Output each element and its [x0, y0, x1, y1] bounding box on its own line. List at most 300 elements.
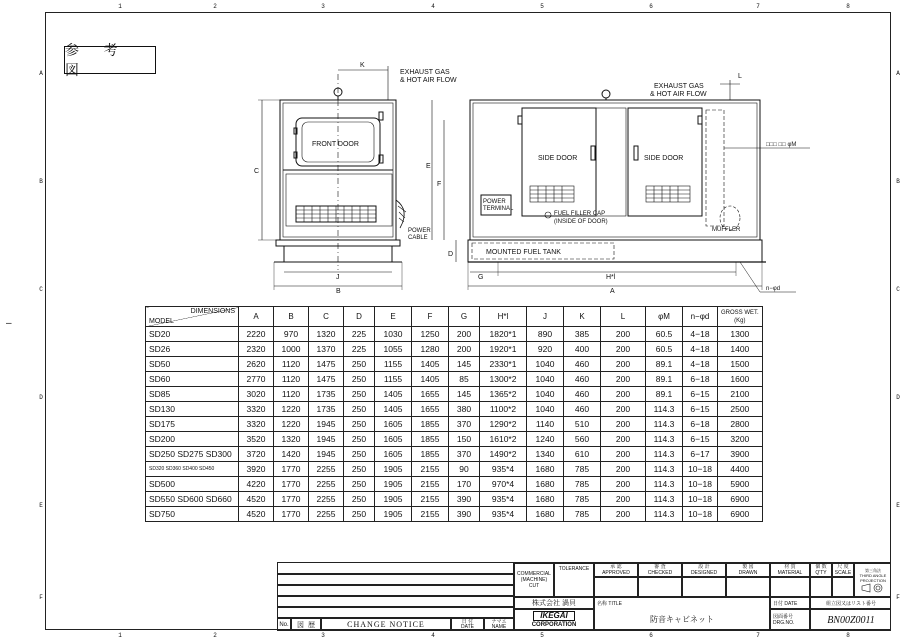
table-cell: 200 — [601, 447, 646, 462]
column-numbers-bottom — [45, 632, 891, 642]
projection-cell — [854, 563, 891, 597]
col-num: 8 — [846, 3, 850, 10]
table-cell: 1855 — [412, 432, 449, 447]
table-cell: 1040 — [527, 357, 564, 372]
table-cell: 1420 — [274, 447, 309, 462]
table-cell: 4520 — [239, 507, 274, 522]
company-logo-cell — [514, 609, 594, 631]
table-cell: 4400 — [718, 462, 763, 477]
parts-list-label: 組立図又はリスト番号 — [810, 597, 891, 609]
table-cell: 3900 — [718, 447, 763, 462]
dim-f-label: F — [437, 181, 442, 188]
corner-model-label: MODEL — [149, 318, 174, 325]
col-num: 5 — [540, 3, 544, 10]
table-cell: 2155 — [412, 507, 449, 522]
table-cell: 460 — [564, 357, 601, 372]
table-cell: 1120 — [274, 357, 309, 372]
table-cell: 4−18 — [683, 357, 718, 372]
table-cell: 4520 — [239, 492, 274, 507]
col-header: K — [564, 307, 601, 327]
table-cell: 1770 — [274, 477, 309, 492]
table-cell: 200 — [601, 357, 646, 372]
table-row — [146, 492, 763, 507]
third-angle-1: THIRD ANGLE — [859, 572, 887, 578]
scale-value — [832, 577, 854, 597]
fuel-cap-label-1: FUEL FILLER CAP — [554, 211, 606, 217]
table-row — [146, 477, 763, 492]
checked-header — [638, 563, 682, 577]
table-cell: 1365*2 — [480, 387, 527, 402]
table-cell: 610 — [564, 447, 601, 462]
checked-jp: 審 査 — [654, 564, 666, 570]
table-cell: 2100 — [718, 387, 763, 402]
table-cell: 10−18 — [683, 507, 718, 522]
drawing-number: BN00Z0011 — [810, 609, 891, 631]
hot-air-label-front: & HOT AIR FLOW — [400, 77, 457, 84]
col-header: F — [412, 307, 449, 327]
name-header — [484, 618, 514, 631]
table-cell: 114.3 — [646, 507, 683, 522]
table-cell: 6−15 — [683, 387, 718, 402]
table-cell: 1405 — [412, 357, 449, 372]
col-num: 2 — [213, 3, 217, 10]
table-cell: 1500 — [718, 357, 763, 372]
muffler-label: MUFFLER — [712, 227, 741, 233]
table-cell: 85 — [449, 372, 480, 387]
col-num: 6 — [649, 3, 653, 10]
table-cell: 2155 — [412, 462, 449, 477]
third-angle-2: PROJECTION — [860, 577, 886, 583]
material-value — [770, 577, 810, 597]
table-cell: 1605 — [375, 432, 412, 447]
date-label: 日付 DATE — [770, 597, 810, 609]
table-cell: 1905 — [375, 507, 412, 522]
reki-text: 歴 — [307, 621, 315, 629]
dim-e-label: E — [426, 163, 431, 170]
table-cell: 560 — [564, 432, 601, 447]
col-num: 1 — [118, 3, 122, 10]
drg-label-en: DRG.NO. — [773, 620, 795, 626]
table-cell: 145 — [449, 357, 480, 372]
fuel-tank-label: MOUNTED FUEL TANK — [486, 249, 561, 256]
table-cell: 2770 — [239, 372, 274, 387]
model-cell: SD130 — [146, 402, 239, 417]
table-row — [146, 387, 763, 402]
table-cell: 1855 — [412, 417, 449, 432]
table-cell: 250 — [344, 492, 375, 507]
model-cell: SD175 — [146, 417, 239, 432]
table-cell: 200 — [601, 417, 646, 432]
fuel-cap-label-2: (INSIDE OF DOOR) — [554, 219, 608, 225]
model-cell: SD550 SD600 SD660 — [146, 492, 239, 507]
col-num: 2 — [213, 632, 217, 639]
table-cell: 970*4 — [480, 477, 527, 492]
table-row — [146, 327, 763, 342]
table-cell: 6900 — [718, 507, 763, 522]
change-row — [277, 574, 514, 585]
table-cell: 250 — [344, 507, 375, 522]
table-row — [146, 417, 763, 432]
material-jp: 材 質 — [784, 564, 796, 570]
table-cell: 114.3 — [646, 477, 683, 492]
table-cell: 2255 — [309, 462, 344, 477]
col-num: 1 — [118, 632, 122, 639]
model-cell: SD750 — [146, 507, 239, 522]
row-letter: E — [896, 502, 900, 509]
table-cell: 920 — [527, 342, 564, 357]
third-angle-jp: 第三角法 — [865, 567, 881, 573]
table-cell: 1405 — [375, 402, 412, 417]
table-cell: 3520 — [239, 432, 274, 447]
table-cell: 1735 — [309, 387, 344, 402]
table-cell: 1905 — [375, 477, 412, 492]
table-cell: 1040 — [527, 387, 564, 402]
name-jp: ナマエ — [491, 618, 507, 625]
table-cell: 1040 — [527, 372, 564, 387]
table-cell: 250 — [344, 372, 375, 387]
table-cell: 510 — [564, 417, 601, 432]
scale-jp: 尺 度 — [837, 564, 849, 570]
table-cell: 89.1 — [646, 357, 683, 372]
table-cell: 250 — [344, 477, 375, 492]
table-cell: 6−18 — [683, 417, 718, 432]
scale-en: SCALE — [834, 570, 852, 576]
dim-k-label: K — [360, 62, 365, 69]
table-cell: 200 — [601, 462, 646, 477]
approved-jp: 承 認 — [610, 564, 622, 570]
table-cell: 1300 — [718, 327, 763, 342]
col-num: 4 — [431, 632, 435, 639]
designed-jp: 設 計 — [698, 564, 710, 570]
col-num: 3 — [321, 632, 325, 639]
table-cell: 225 — [344, 342, 375, 357]
table-cell: 1405 — [412, 372, 449, 387]
ikegai-logo: IKEGAI — [533, 611, 575, 621]
table-cell: 1220 — [274, 417, 309, 432]
table-cell: 250 — [344, 417, 375, 432]
table-cell: 3920 — [239, 462, 274, 477]
col-num: 7 — [756, 632, 760, 639]
model-cell: SD50 — [146, 357, 239, 372]
table-cell: 3320 — [239, 402, 274, 417]
table-cell: 10−18 — [683, 492, 718, 507]
table-cell: 250 — [344, 462, 375, 477]
dim-d-label: D — [448, 251, 454, 258]
exhaust-label-side: EXHAUST GAS — [654, 83, 704, 90]
gross-weight-unit: (Kg) — [734, 317, 746, 324]
table-cell: 400 — [564, 342, 601, 357]
table-cell: 1680 — [527, 492, 564, 507]
table-cell: 250 — [344, 402, 375, 417]
table-cell: 1655 — [412, 402, 449, 417]
side-view — [468, 80, 810, 292]
table-cell: 1240 — [527, 432, 564, 447]
table-cell: 460 — [564, 387, 601, 402]
dim-c-label: C — [254, 168, 260, 175]
tolerance-text: TOLERANCE — [558, 566, 590, 572]
col-header: φM — [646, 307, 683, 327]
table-cell: 200 — [601, 492, 646, 507]
margin-mark: – — [6, 318, 12, 329]
table-cell: 250 — [344, 447, 375, 462]
table-cell: 2800 — [718, 417, 763, 432]
hot-air-label-side: & HOT AIR FLOW — [650, 91, 707, 98]
table-cell: 1155 — [375, 372, 412, 387]
table-cell: 114.3 — [646, 402, 683, 417]
dimensions-table — [145, 306, 763, 522]
model-cell: SD26 — [146, 342, 239, 357]
row-letter: F — [39, 594, 43, 601]
table-cell: 114.3 — [646, 432, 683, 447]
dim-b-label: B — [336, 288, 341, 295]
table-cell: 200 — [601, 387, 646, 402]
table-cell: 1155 — [375, 357, 412, 372]
table-cell: 1040 — [527, 402, 564, 417]
table-cell: 1655 — [412, 387, 449, 402]
table-cell: 935*4 — [480, 507, 527, 522]
drawn-sign — [726, 577, 770, 597]
designed-header — [682, 563, 726, 577]
table-cell: 10−18 — [683, 462, 718, 477]
table-cell: 2155 — [412, 477, 449, 492]
table-cell: 1320 — [274, 432, 309, 447]
table-row — [146, 372, 763, 387]
bolt-hole-label: n−φd — [766, 286, 781, 292]
power-terminal-label-2: TERMINAL — [483, 206, 514, 212]
table-cell: 200 — [601, 477, 646, 492]
date-header — [451, 618, 484, 631]
front-view — [258, 66, 406, 290]
table-cell: 2320 — [239, 342, 274, 357]
table-cell: 250 — [344, 432, 375, 447]
model-cell: SD85 — [146, 387, 239, 402]
model-cell: SD320 SD360 SD400 SD450 — [146, 462, 239, 477]
table-cell: 460 — [564, 372, 601, 387]
table-cell: 1905 — [375, 492, 412, 507]
drawn-jp: 製 図 — [742, 564, 754, 570]
table-cell: 1290*2 — [480, 417, 527, 432]
col-header: n−φd — [683, 307, 718, 327]
col-header: H*l — [480, 307, 527, 327]
table-cell: 225 — [344, 327, 375, 342]
table-cell: 114.3 — [646, 447, 683, 462]
table-row — [146, 507, 763, 522]
table-cell: 1945 — [309, 417, 344, 432]
table-cell: 6−15 — [683, 432, 718, 447]
row-letter: D — [896, 394, 900, 401]
col-num: 4 — [431, 3, 435, 10]
zu-text: 図 — [297, 621, 305, 629]
col-num: 8 — [846, 632, 850, 639]
pipe-diameter-label: □□□ □□ φM — [766, 142, 797, 148]
table-cell: 1490*2 — [480, 447, 527, 462]
table-cell: 6900 — [718, 492, 763, 507]
checked-sign — [638, 577, 682, 597]
table-cell: 1340 — [527, 447, 564, 462]
change-row — [277, 607, 514, 618]
qty-header — [810, 563, 832, 577]
table-cell: 1370 — [309, 342, 344, 357]
table-cell: 1100*2 — [480, 402, 527, 417]
scale-header — [832, 563, 854, 577]
name-en: NAME — [491, 623, 507, 630]
table-cell: 170 — [449, 477, 480, 492]
table-cell: 785 — [564, 462, 601, 477]
table-cell: 1055 — [375, 342, 412, 357]
table-cell: 3320 — [239, 417, 274, 432]
model-cell: SD60 — [146, 372, 239, 387]
projection-symbol-icon — [860, 583, 886, 593]
table-cell: 370 — [449, 447, 480, 462]
table-cell: 2220 — [239, 327, 274, 342]
table-cell: 1680 — [527, 477, 564, 492]
table-cell: 1220 — [274, 402, 309, 417]
row-letter: A — [39, 70, 43, 77]
table-cell: 60.5 — [646, 327, 683, 342]
table-cell: 1605 — [375, 417, 412, 432]
col-header: C — [309, 307, 344, 327]
row-letter: D — [39, 394, 43, 401]
table-cell: 1945 — [309, 447, 344, 462]
table-cell: 6−17 — [683, 447, 718, 462]
approved-header — [594, 563, 638, 577]
table-row — [146, 402, 763, 417]
table-row — [146, 432, 763, 447]
table-cell: 4−18 — [683, 342, 718, 357]
dim-j-label: J — [336, 274, 340, 281]
row-letter: B — [896, 178, 900, 185]
zu-label — [291, 618, 321, 631]
table-header-row — [146, 307, 763, 327]
approved-sign — [594, 577, 638, 597]
height-dimensions — [432, 100, 456, 262]
table-cell: 200 — [601, 402, 646, 417]
material-header — [770, 563, 810, 577]
col-num: 5 — [540, 632, 544, 639]
table-cell: 3200 — [718, 432, 763, 447]
table-cell: 200 — [601, 432, 646, 447]
table-cell: 970 — [274, 327, 309, 342]
table-cell: 1120 — [274, 387, 309, 402]
table-cell: 1820*1 — [480, 327, 527, 342]
table-cell: 250 — [344, 387, 375, 402]
table-cell: 890 — [527, 327, 564, 342]
table-row — [146, 447, 763, 462]
table-cell: 380 — [449, 402, 480, 417]
col-header: J — [527, 307, 564, 327]
qty-en: Q'TY — [815, 570, 827, 576]
table-row — [146, 342, 763, 357]
col-num: 6 — [649, 632, 653, 639]
table-cell: 785 — [564, 477, 601, 492]
table-cell: 1000 — [274, 342, 309, 357]
designed-en: DESIGNED — [690, 570, 718, 576]
table-cell: 6−18 — [683, 372, 718, 387]
table-cell: 5900 — [718, 477, 763, 492]
table-cell: 2155 — [412, 492, 449, 507]
table-cell: 2500 — [718, 402, 763, 417]
table-cell: 1770 — [274, 462, 309, 477]
model-cell: SD500 — [146, 477, 239, 492]
row-letter: A — [896, 70, 900, 77]
table-cell: 1475 — [309, 372, 344, 387]
commercial-text: COMMERCIAL — [517, 571, 551, 577]
date-jp: 日 付 — [461, 618, 474, 625]
table-cell: 250 — [344, 357, 375, 372]
table-cell: 1735 — [309, 402, 344, 417]
table-cell: 145 — [449, 387, 480, 402]
model-cell: SD200 — [146, 432, 239, 447]
table-cell: 1945 — [309, 432, 344, 447]
table-cell: 89.1 — [646, 372, 683, 387]
title-block — [277, 562, 891, 631]
table-cell: 1770 — [274, 492, 309, 507]
designed-sign — [682, 577, 726, 597]
power-cable-label-1: POWER — [408, 228, 431, 234]
col-num: 7 — [756, 3, 760, 10]
table-cell: 1400 — [718, 342, 763, 357]
row-letter: B — [39, 178, 43, 185]
table-cell: 1300*2 — [480, 372, 527, 387]
table-cell: 390 — [449, 492, 480, 507]
table-cell: 1770 — [274, 507, 309, 522]
corner-header — [146, 307, 239, 327]
corporation-text: CORPORATION — [531, 622, 577, 628]
dim-a-label: A — [610, 288, 615, 295]
change-notice-label: CHANGE NOTICE — [321, 618, 451, 631]
power-cable-label-2: CABLE — [408, 235, 428, 241]
change-row — [277, 585, 514, 596]
table-cell: 1855 — [412, 447, 449, 462]
table-cell: 114.3 — [646, 492, 683, 507]
col-num: 3 — [321, 3, 325, 10]
dimensions-table-body — [146, 327, 763, 522]
tolerance-cell — [554, 563, 594, 597]
table-cell: 60.5 — [646, 342, 683, 357]
row-letter: E — [39, 502, 43, 509]
model-cell: SD250 SD275 SD300 — [146, 447, 239, 462]
table-row — [146, 357, 763, 372]
change-row — [277, 596, 514, 607]
dim-h-label: H*l — [606, 274, 616, 281]
col-header: B — [274, 307, 309, 327]
row-letter: C — [896, 286, 900, 293]
table-cell: 89.1 — [646, 387, 683, 402]
table-cell: 1320 — [309, 327, 344, 342]
table-cell: 3020 — [239, 387, 274, 402]
table-cell: 935*4 — [480, 462, 527, 477]
front-door-label: FRONT DOOR — [312, 141, 359, 148]
table-cell: 90 — [449, 462, 480, 477]
table-cell: 200 — [449, 342, 480, 357]
change-row — [277, 563, 514, 574]
table-cell: 2620 — [239, 357, 274, 372]
table-cell: 1680 — [527, 462, 564, 477]
material-en: MATERIAL — [777, 570, 803, 576]
table-cell: 200 — [601, 327, 646, 342]
side-door-label-2: SIDE DOOR — [644, 155, 684, 162]
drawing-title-value: 防音キャビネット — [650, 615, 714, 624]
table-cell: 200 — [601, 507, 646, 522]
power-terminal-label-1: POWER — [483, 199, 506, 205]
dim-l-label: L — [738, 73, 742, 80]
table-cell: 1030 — [375, 327, 412, 342]
dim-g-label: G — [478, 274, 484, 281]
table-cell: 1920*1 — [480, 342, 527, 357]
table-cell: 114.3 — [646, 462, 683, 477]
table-cell: 2330*1 — [480, 357, 527, 372]
table-cell: 935*4 — [480, 492, 527, 507]
